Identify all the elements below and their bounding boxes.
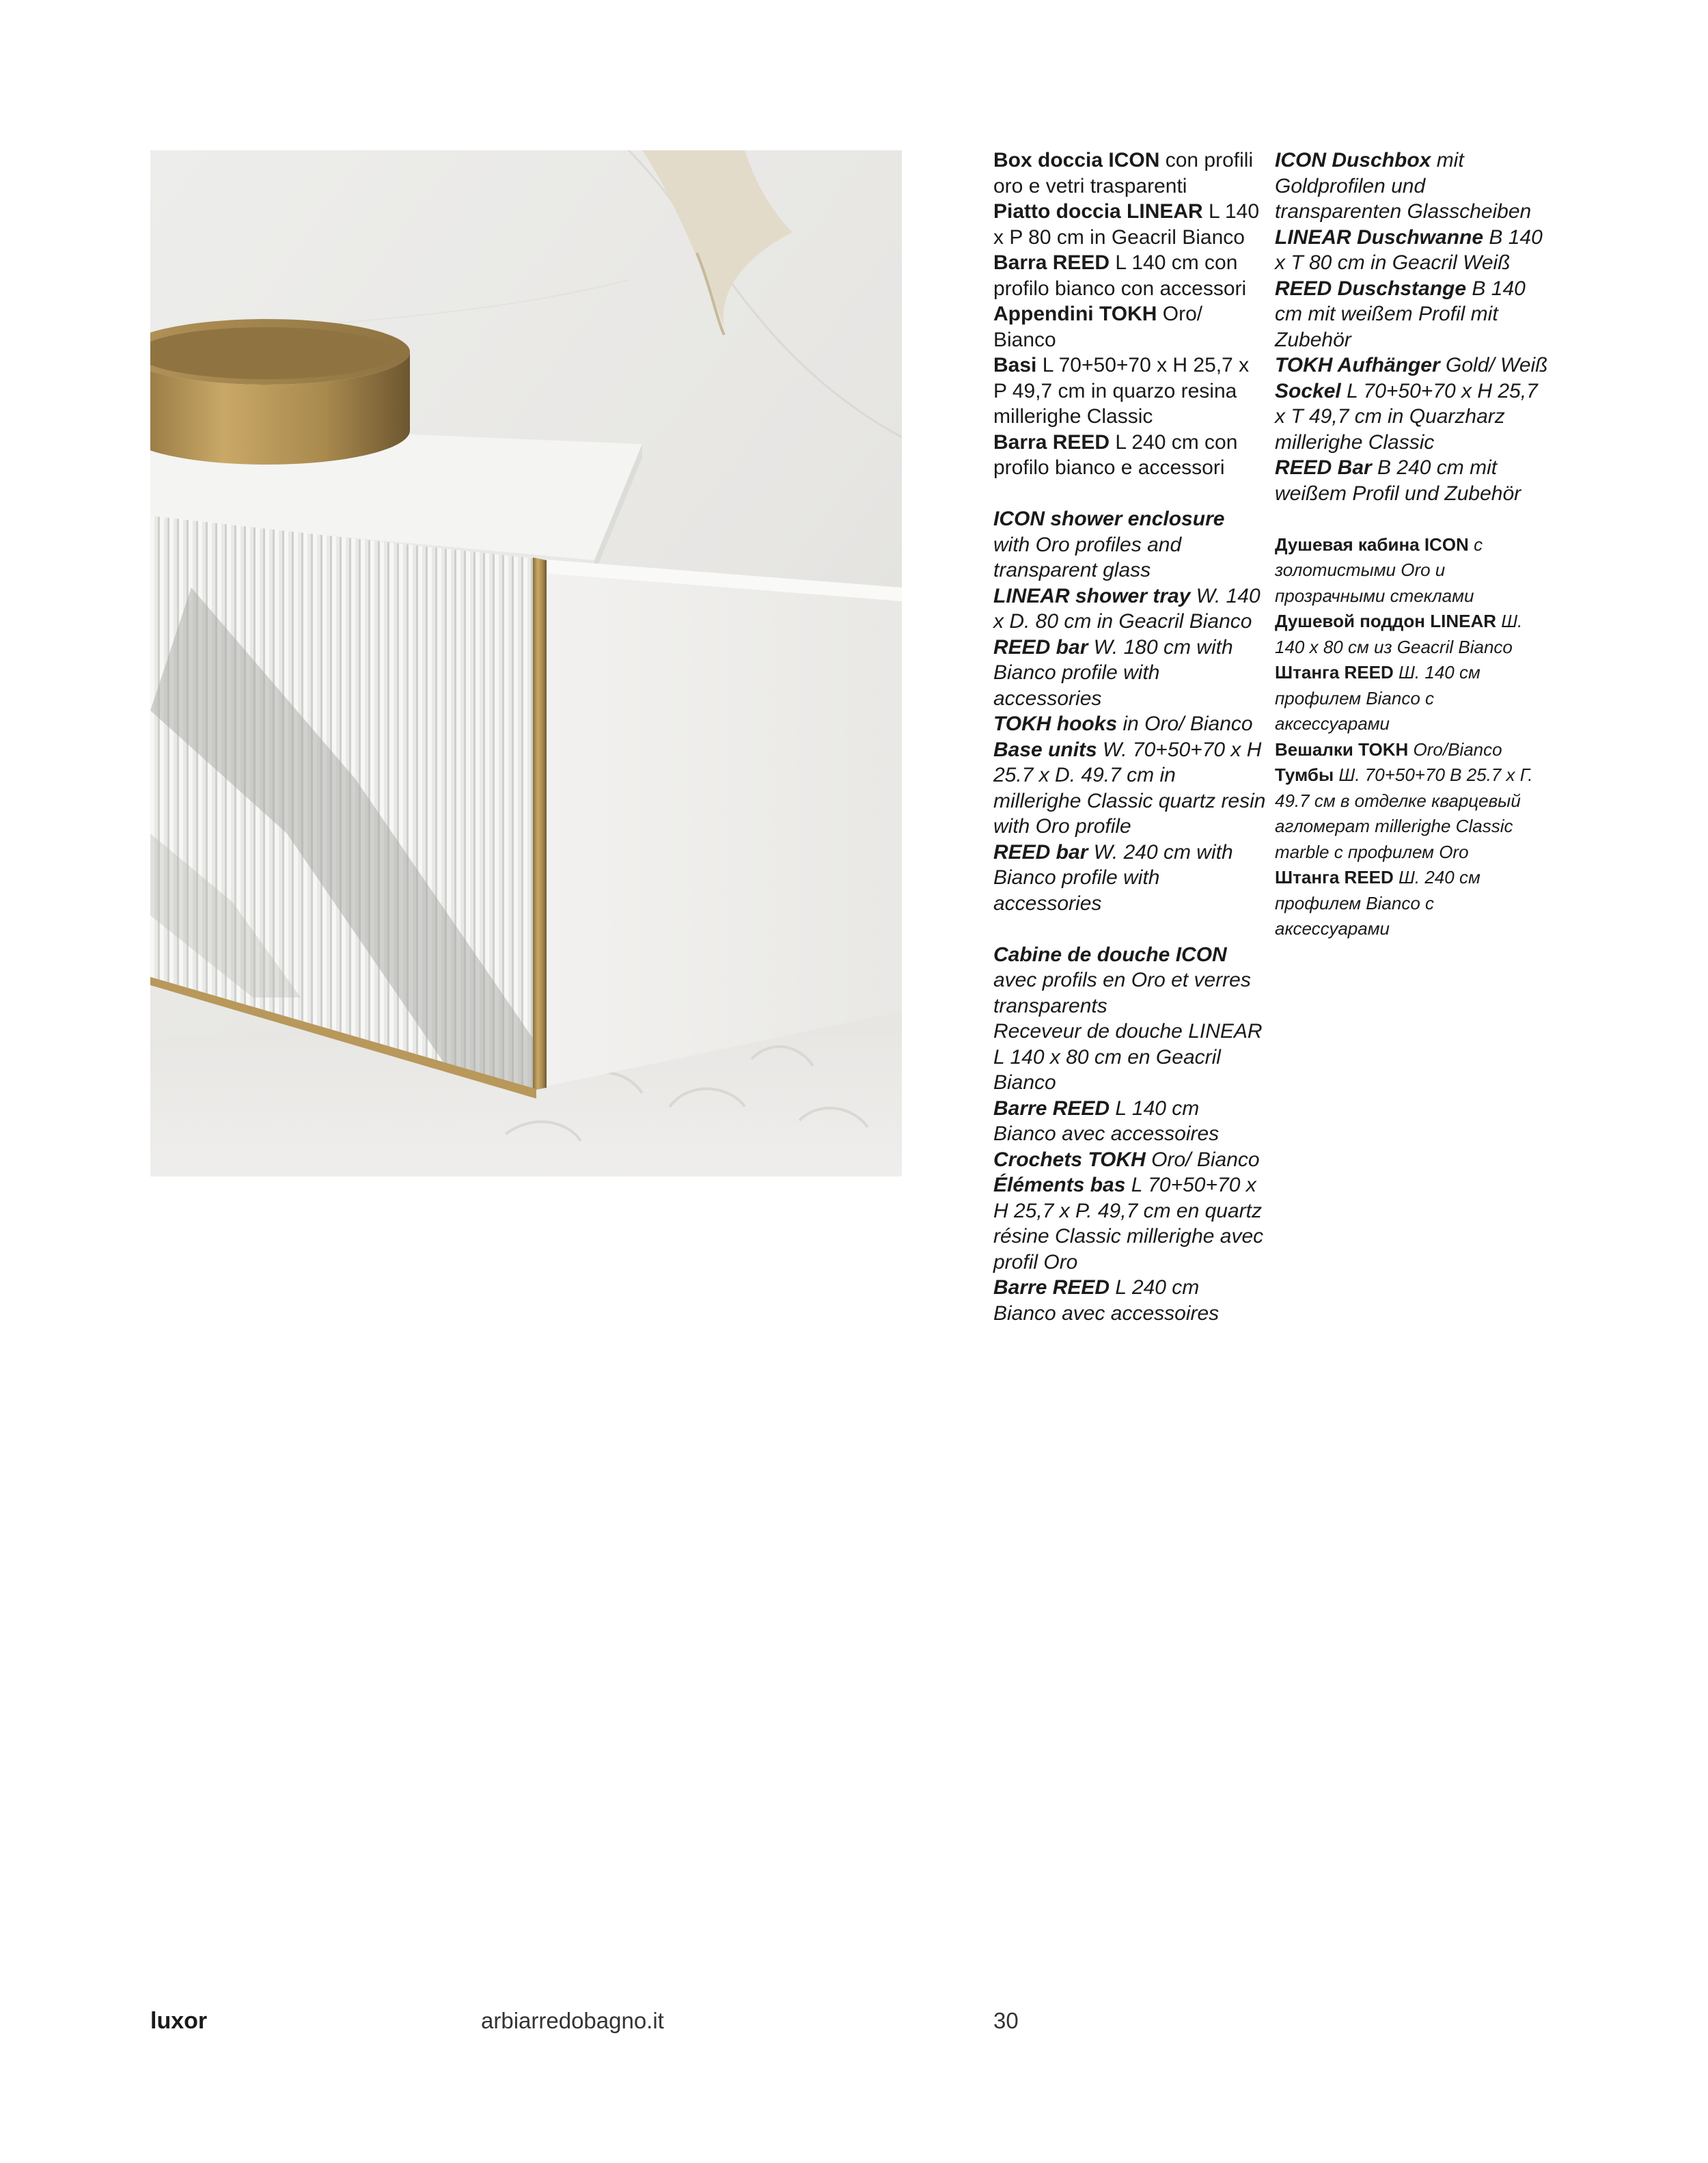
ru-entry: Душевой поддон LINEAR Ш. 140 х 80 см из Geacril Bianco xyxy=(1275,611,1523,657)
de-entry: REED Bar B 240 cm mit weißem Profil und Zubehör xyxy=(1275,456,1521,505)
de-entry: LINEAR Duschwanne B 140 x T 80 cm in Geacril Weiß xyxy=(1275,225,1543,274)
it-entry: Barra REED L 240 cm con profilo bianco e accessori xyxy=(993,430,1238,479)
de-entry: REED Duschstange B 140 cm mit weißem Profil mit Zubehör xyxy=(1275,277,1526,351)
page-number: 30 xyxy=(993,2008,1019,2033)
de-entry: Sockel L 70+50+70 x H 25,7 x T 49,7 cm in Quarzharz millerighe Classic xyxy=(1275,379,1538,454)
fr-entry: Barre REED L 140 cm Bianco avec accessoires xyxy=(993,1097,1220,1145)
en-entry: REED bar W. 240 cm with Bianco profile with accessories xyxy=(993,840,1233,915)
en-entry: Base units W. 70+50+70 x H 25.7 x D. 49.7 cm in millerighe Classic quartz resin with Oro profile xyxy=(993,738,1266,838)
italian-block xyxy=(993,148,1267,481)
german-block xyxy=(1275,148,1548,506)
it-entry: Appendini TOKH Oro/ Bianco xyxy=(993,303,1203,351)
fr-entry: Receveur de douche LINEAR L 140 x 80 cm en Geacril Bianco xyxy=(993,1020,1263,1094)
ru-entry: Тумбы Ш. 70+50+70 В 25.7 х Г. 49.7 см в отделке кварцевый агломерат millerighe Classic marble с профилем Oro xyxy=(1275,764,1533,862)
de-entry: ICON Duschbox mit Goldprofilen und transparenten Glasscheiben xyxy=(1275,149,1532,223)
ru-entry: Душевая кабина ICON с золотистыми Oro и прозрачными стеклами xyxy=(1275,534,1483,606)
english-block xyxy=(993,506,1267,916)
it-entry: Basi L 70+50+70 x H 25,7 x P 49,7 cm in quarzo resina millerighe Classic xyxy=(993,354,1250,428)
it-entry: Piatto doccia LINEAR L 140 x P 80 cm in Geacril Bianco xyxy=(993,200,1260,249)
en-entry: LINEAR shower tray W. 140 x D. 80 cm in Geacril Bianco xyxy=(993,584,1261,633)
en-entry: TOKH hooks in Oro/ Bianco xyxy=(993,713,1253,735)
text-column-left xyxy=(993,148,1267,1326)
it-entry: Barra REED L 140 cm con profilo bianco con accessori xyxy=(993,251,1247,300)
ru-entry: Штанга REED Ш. 240 см профилем Bianco с аксессуарами xyxy=(1275,867,1480,939)
footer-website[interactable]: arbiarredobagno.it xyxy=(481,2008,664,2033)
product-photo xyxy=(150,150,902,1176)
russian-block xyxy=(1275,532,1548,942)
ru-entry: Вешалки TOKH Oro/Bianco xyxy=(1275,739,1502,760)
fr-entry: Barre REED L 240 cm Bianco avec accessoires xyxy=(993,1276,1220,1325)
fr-entry: Éléments bas L 70+50+70 x H 25,7 x P. 49,7 cm en quartz résine Classic millerighe avec profil Oro xyxy=(993,1174,1264,1273)
en-entry: REED bar W. 180 cm with Bianco profile with accessories xyxy=(993,635,1233,710)
vanity-illustration xyxy=(150,150,902,1176)
text-column-right xyxy=(1275,148,1548,942)
footer-brand: luxor xyxy=(150,2008,208,2034)
ru-entry: Штанга REED Ш. 140 см профилем Bianco с аксессуарами xyxy=(1275,662,1480,734)
it-entry: Box doccia ICON con profili oro e vetri trasparenti xyxy=(993,149,1254,197)
en-entry: ICON shower enclosure with Oro profiles and transparent glass xyxy=(993,508,1225,581)
de-entry: TOKH Aufhänger Gold/ Weiß xyxy=(1275,354,1548,376)
french-block xyxy=(993,942,1267,1327)
fr-entry: Crochets TOKH Oro/ Bianco xyxy=(993,1148,1260,1171)
fr-entry: Cabine de douche ICON avec profils en Oro et verres transparents xyxy=(993,943,1251,1017)
